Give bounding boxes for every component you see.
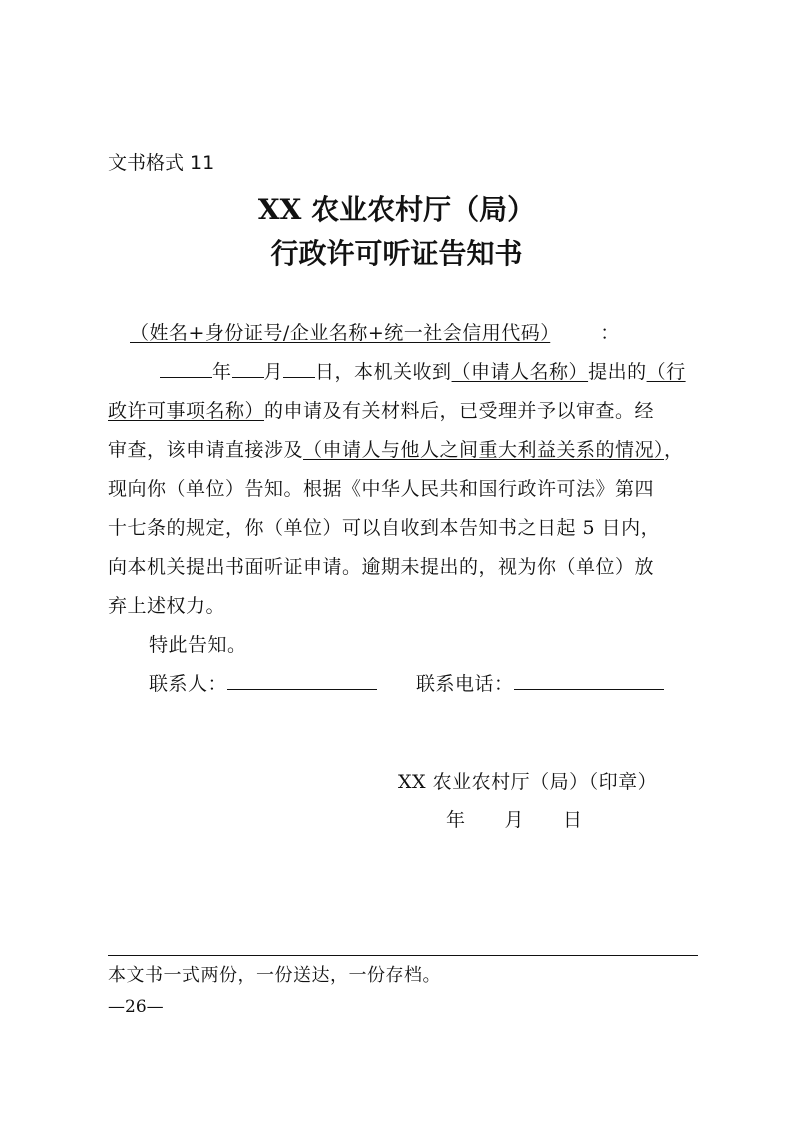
contact-person-label: 联系人： [149,673,228,695]
signature-date: 年 月 日 [446,809,583,831]
body-text: 审查，该申请直接涉及 [108,439,304,461]
body-line-3 [108,435,684,462]
day-label: 日，本机关收到 [315,361,452,383]
document-title-org: XX 农业农村厅（局） [257,193,536,226]
body-line-7: 弃上述权力。 [108,595,226,617]
month-label: 月 [263,361,284,383]
signature-org: XX 农业农村厅（局）（印章） [398,771,658,793]
year-label: 年 [212,361,232,383]
addressee-field: （姓名+身份证号/企业名称+统一社会信用代码） [130,322,551,344]
month-blank [232,376,264,378]
body-text: ， [664,439,684,461]
body-line-4: 现向你（单位）告知。根据《中华人民共和国行政许可法》第四 [108,478,655,500]
body-line-1 [160,357,686,384]
contact-phone-blank [514,688,664,690]
applicant-name-field: （申请人名称） [451,361,589,383]
contact-phone [416,669,664,696]
footer-divider [108,955,698,956]
body-line-5: 十七条的规定，你（单位）可以自收到本告知书之日起 5 日内， [108,517,661,539]
contact-person-blank [227,688,377,690]
body-text: 提出的 [588,361,647,383]
body-text: 的申请及有关材料后，已受理并予以审查。经 [264,400,655,422]
document-title: 行政许可听证告知书 [270,237,523,270]
addressee-colon: ： [600,322,620,344]
year-blank [160,376,212,378]
notice-line: 特此告知。 [149,634,247,656]
day-blank [283,376,315,378]
body-line-6: 向本机关提出书面听证申请。逾期未提出的，视为你（单位）放 [108,556,655,578]
contact-phone-label: 联系电话： [416,673,514,695]
page-number: —26— [108,997,164,1017]
format-label: 文书格式 11 [108,152,215,174]
footer-note: 本文书一式两份，一份送达，一份存档。 [108,965,441,986]
license-item-field: （行 [646,361,686,383]
addressee-line [108,318,620,345]
license-item-field-cont: 政许可事项名称） [108,400,265,422]
body-line-2 [108,396,654,423]
contact-person [149,669,377,696]
interest-relation-field: （申请人与他人之间重大利益关系的情况） [303,439,665,461]
